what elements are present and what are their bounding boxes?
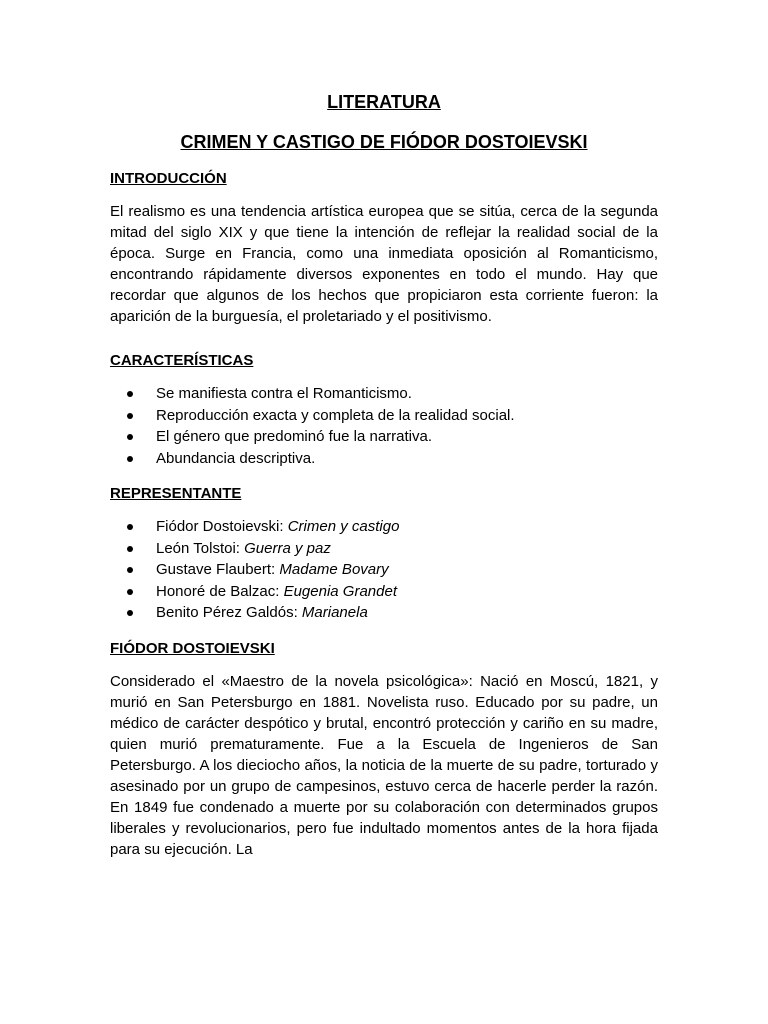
bullet-icon bbox=[127, 567, 133, 573]
list-item-text: Se manifiesta contra el Romanticismo. bbox=[156, 385, 412, 402]
list-item bbox=[110, 559, 658, 581]
list-item bbox=[110, 405, 658, 427]
list-representantes bbox=[110, 516, 658, 624]
heading-introduccion: INTRODUCCIÓN bbox=[110, 170, 227, 187]
document-title: LITERATURA bbox=[327, 92, 441, 112]
list-item bbox=[110, 581, 658, 603]
bullet-icon bbox=[127, 413, 133, 419]
list-item-text: Abundancia descriptiva. bbox=[156, 449, 316, 467]
bullet-icon bbox=[127, 434, 133, 440]
list-item bbox=[110, 426, 658, 448]
heading-representante: REPRESENTANTE bbox=[110, 485, 242, 502]
list-item-text: Reproducción exacta y completa de la realidad social. bbox=[156, 406, 515, 424]
document-subtitle: CRIMEN Y CASTIGO DE FIÓDOR DOSTOIEVSKI bbox=[180, 132, 588, 152]
paragraph-introduccion: El realismo es una tendencia artística europea que se sitúa, cerca de la segunda mitad del siglo XIX y que tiene la intención de reflejar la realidad social de la época. Surge en Francia, como una inmediata oposición al Romanticismo, encontrando rápidamente diversos exponentes en todo el mundo. Hay que recordar que algunos de los hechos que propiciaron esta corriente fueron: la aparición de la burguesía, el proletariado y el positivismo. bbox=[110, 203, 658, 325]
bullet-icon bbox=[127, 546, 133, 552]
bullet-icon bbox=[127, 610, 133, 616]
author-name: León Tolstoi: bbox=[156, 539, 245, 557]
author-name: Gustave Flaubert: bbox=[156, 561, 280, 578]
work-title: Eugenia Grandet bbox=[283, 582, 397, 600]
author-name: Benito Pérez Galdós: bbox=[156, 604, 302, 621]
list-item bbox=[110, 602, 658, 624]
author-name: Fiódor Dostoievski: bbox=[156, 518, 288, 535]
paragraph-fiodor-dostoievski: Considerado el «Maestro de la novela psicológica»: Nació en Moscú, 1821, y murió en San Petersburgo en 1881. Novelista ruso. Educado por su padre, un médico de carácter despótico y brutal, encontró protección y cariño en su madre, quien murió prematuramente. Fue a la Escuela de Ingenieros de San Petersburgo. A los dieciocho años, la noticia de la muerte de su padre, torturado y asesinado por un grupo de campesinos, estuvo cerca de hacerle perder la razón. En 1849 fue condenado a muerte por su colaboración con determinados grupos liberales y revolucionarios, pero fue indultado momentos antes de la hora fijada para su ejecución. La bbox=[110, 672, 658, 858]
list-item bbox=[110, 538, 658, 560]
list-item-text: El género que predominó fue la narrativa. bbox=[156, 428, 433, 445]
heading-fiodor-dostoievski: FIÓDOR DOSTOIEVSKI bbox=[110, 639, 275, 657]
bullet-icon bbox=[127, 589, 133, 595]
list-item bbox=[110, 383, 658, 405]
work-title: Marianela bbox=[301, 604, 368, 621]
work-title: Crimen y castigo bbox=[287, 518, 400, 535]
work-title: Guerra y paz bbox=[244, 539, 331, 557]
heading-caracteristicas: CARACTERÍSTICAS bbox=[110, 352, 254, 369]
list-caracteristicas bbox=[110, 383, 658, 469]
bullet-icon bbox=[127, 524, 133, 530]
document-page bbox=[110, 84, 658, 860]
list-item bbox=[110, 516, 658, 538]
bullet-icon bbox=[127, 391, 133, 397]
list-item bbox=[110, 448, 658, 470]
author-name: Honoré de Balzac: bbox=[156, 582, 284, 600]
work-title: Madame Bovary bbox=[279, 561, 389, 578]
bullet-icon bbox=[127, 456, 133, 462]
